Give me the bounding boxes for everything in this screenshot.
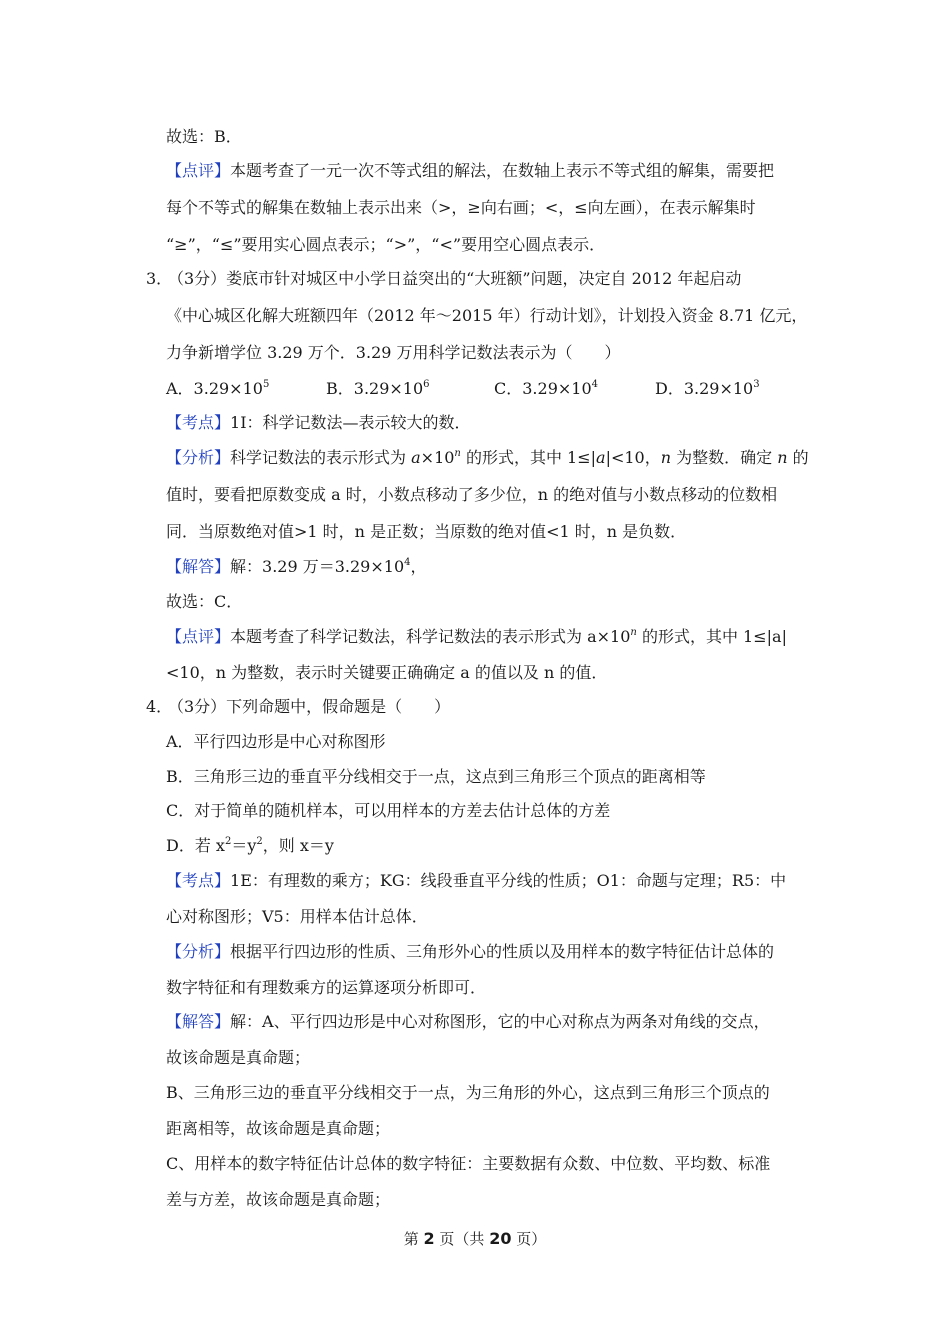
q4-fenxi-line-2: 数字特征和有理数乘方的运算逐项分析即可． bbox=[166, 978, 487, 997]
q4-option-d: D．若 $x^2=y^2$，则 x＝y bbox=[166, 835, 334, 855]
q3-number: 3． bbox=[146, 269, 173, 288]
fenxi-tag: 【分析】 bbox=[166, 942, 231, 961]
prev-comment-line-3: “≥”，“≤”要用实心圆点表示；“>”，“<”要用空心圆点表示． bbox=[166, 235, 606, 254]
page-footer: 第 2 页（共 20 页） bbox=[403, 1229, 547, 1248]
prev-choose: 故选：B． bbox=[166, 127, 242, 146]
q3-option-d: D．$3.29\times 10^3$ bbox=[655, 378, 760, 398]
jieda-tag: 【解答】 bbox=[166, 557, 231, 576]
page-total: 20 bbox=[489, 1229, 512, 1248]
q4-kaodian-line-1: 【考点】1E：有理数的乘方；KG：线段垂直平分线的性质；O1：命题与定理；R5：中 bbox=[166, 871, 787, 890]
q3-option-c: C．$3.29\times 10^4$ bbox=[494, 378, 599, 398]
q3-kaodian: 【考点】1I：科学记数法—表示较大的数． bbox=[166, 413, 471, 432]
page-number: 2 bbox=[423, 1229, 435, 1248]
q3-stem-line-2: 《中心城区化解大班额四年（2012 年～2015 年）行动计划》，计划投入资金 8.71 亿元， bbox=[166, 306, 808, 325]
q4-jieda-line-1: 【解答】解：A、平行四边形是中心对称图形，它的中心对称点为两条对角线的交点， bbox=[166, 1012, 770, 1031]
q4-jieda-line-4: 距离相等，故该命题是真命题； bbox=[166, 1119, 391, 1138]
q4-jieda-line-3: B、三角形三边的垂直平分线相交于一点，为三角形的外心，这点到三角形三个顶点的 bbox=[166, 1083, 770, 1102]
q4-fenxi-line-1: 【分析】根据平行四边形的性质、三角形外心的性质以及用样本的数字特征估计总体的 bbox=[166, 942, 775, 961]
fenxi-tag: 【分析】 bbox=[166, 448, 231, 467]
jieda-tag: 【解答】 bbox=[166, 1012, 231, 1031]
q4-number: 4． bbox=[146, 697, 173, 716]
q3-stem-line-3: 力争新增学位 3.29 万个．3.29 万用科学记数法表示为（ ） bbox=[166, 343, 621, 362]
q3-fenxi-line-3: 同．当原数绝对值>1 时，n 是正数；当原数的绝对值<1 时，n 是负数． bbox=[166, 522, 687, 541]
q4-jieda-line-5: C、用样本的数字特征估计总体的数字特征：主要数据有众数、中位数、平均数、标准 bbox=[166, 1154, 771, 1173]
q4-jieda-line-2: 故该命题是真命题； bbox=[166, 1048, 311, 1067]
kaodian-tag: 【考点】 bbox=[166, 413, 231, 432]
prev-comment-line-1: 【点评】本题考查了一元一次不等式组的解法，在数轴上表示不等式组的解集，需要把 bbox=[166, 161, 775, 180]
q4-jieda-line-6: 差与方差，故该命题是真命题； bbox=[166, 1190, 391, 1209]
q3-stem-line-1: （3分）娄底市针对城区中小学日益突出的“大班额”问题，决定自 2012 年起启动 bbox=[168, 269, 742, 288]
q3-option-b: B．$3.29\times 10^6$ bbox=[326, 378, 430, 398]
q3-option-a: A．$3.29\times 10^5$ bbox=[166, 378, 270, 398]
q4-option-a: A．平行四边形是中心对称图形 bbox=[166, 732, 386, 751]
q4-kaodian-line-2: 心对称图形；V5：用样本估计总体． bbox=[166, 907, 428, 926]
kaodian-tag: 【考点】 bbox=[166, 871, 231, 890]
q4-option-b: B．三角形三边的垂直平分线相交于一点，这点到三角形三个顶点的距离相等 bbox=[166, 767, 706, 786]
q3-choose: 故选：C． bbox=[166, 592, 243, 611]
q3-jieda: 【解答】解：3.29 万$=3.29\times 10^4$， bbox=[166, 556, 427, 576]
q3-dianping-line-1: 【点评】本题考查了科学记数法，科学记数法的表示形式为 $a\times 10^n$ 的形式，其中 1≤|a| bbox=[166, 626, 787, 646]
q4-stem: （3分）下列命题中，假命题是（ ） bbox=[168, 697, 451, 716]
q3-dianping-line-2: <10，n 为整数，表示时关键要正确确定 a 的值以及 n 的值． bbox=[166, 663, 608, 682]
q3-fenxi-line-2: 值时，要看把原数变成 a 时，小数点移动了多少位，n 的绝对值与小数点移动的位数相 bbox=[166, 485, 778, 504]
dianping-tag: 【点评】 bbox=[166, 627, 231, 646]
prev-comment-line-2: 每个不等式的解集在数轴上表示出来（>，≥向右画；<，≤向左画），在表示解集时 bbox=[166, 198, 756, 217]
q4-option-c: C．对于简单的随机样本，可以用样本的方差去估计总体的方差 bbox=[166, 801, 611, 820]
comment-tag: 【点评】 bbox=[166, 161, 231, 180]
q3-fenxi-line-1: 【分析】科学记数法的表示形式为 $a\times 10^n$ 的形式，其中 1≤|a|<10，n 为整数．确定 n 的 bbox=[166, 447, 809, 467]
